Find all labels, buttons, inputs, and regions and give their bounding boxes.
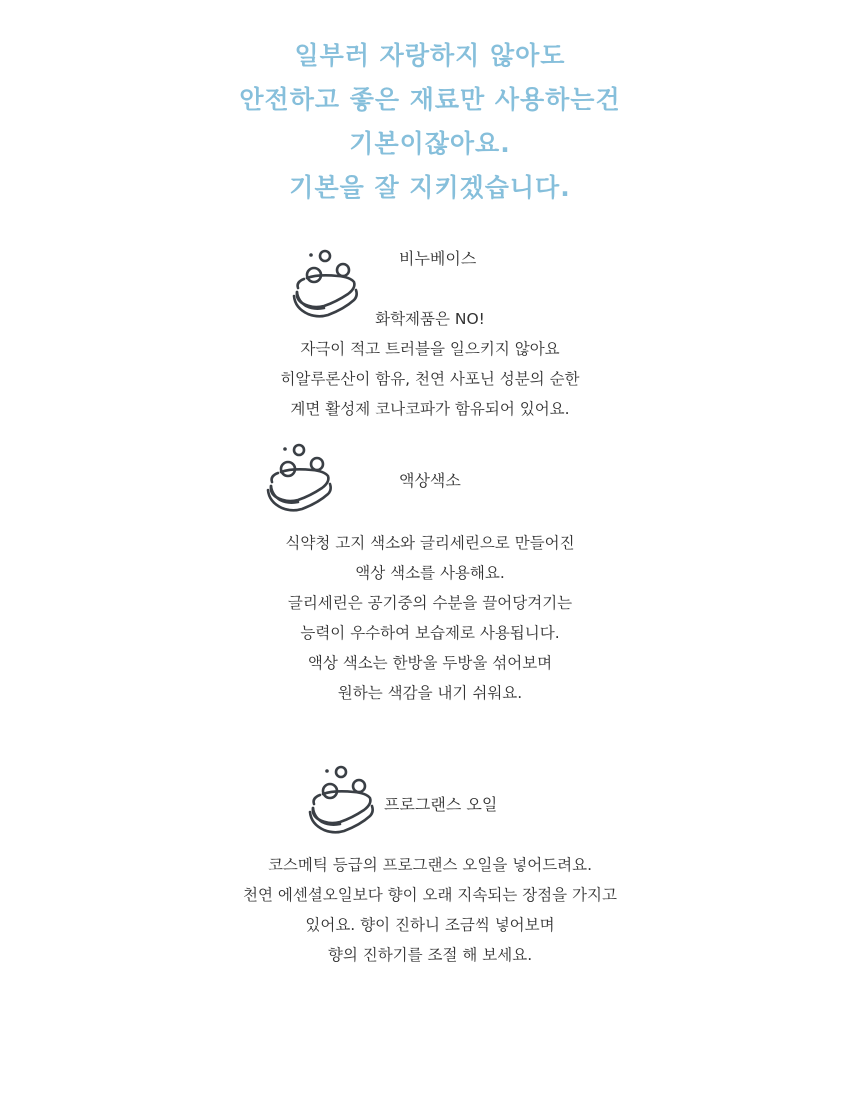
body-line: 식약청 고지 색소와 글리세린으로 만들어진 [285,534,575,552]
body-line: 화학제품은 NO! [375,310,485,328]
body-line: 능력이 우수하여 보습제로 사용됩니다. [300,624,560,642]
headline-line: 기본을 잘 지키겠습니다. [289,173,571,202]
body-line: 글리세린은 공기중의 수분을 끌어당겨기는 [287,594,573,612]
section-body-fragrance-oil [0,850,860,970]
headline-line: 안전하고 좋은 재료만 사용하는건 [239,85,621,114]
section-title-fragrance-oil: 프로그랜스 오일 [384,795,498,814]
body-line: 있어요. 향이 진하니 조금씩 넣어보며 [305,916,555,934]
section-body-liquid-colorant [0,528,860,708]
section-body-soap-base [0,304,860,424]
body-line: 액상 색소는 한방울 두방울 섞어보며 [307,654,553,672]
body-line: 향의 진하기를 조절 해 보세요. [327,946,533,964]
body-line: 계면 활성제 코나코파가 함유되어 있어요. [290,400,570,418]
body-line: 히알루론산이 함유, 천연 사포닌 성분의 순한 [280,370,580,388]
body-line: 자극이 적고 트러블을 일으키지 않아요 [300,340,560,358]
headline-line: 기본이잖아요. [349,129,511,158]
headline [0,34,860,210]
body-line: 원하는 색감을 내기 쉬워요. [337,684,523,702]
soap-bubbles-icon [304,762,376,842]
section-title-soap-base: 비누베이스 [399,249,477,268]
soap-bubbles-icon [262,440,334,520]
body-line: 천연 에센셜오일보다 향이 오래 지속되는 장점을 가지고 [243,886,617,904]
body-line: 코스메틱 등급의 프로그랜스 오일을 넣어드려요. [267,856,593,874]
body-line: 액상 색소를 사용해요. [355,564,505,582]
headline-line: 일부러 자랑하지 않아도 [294,41,566,70]
section-title-liquid-colorant: 액상색소 [399,471,461,490]
